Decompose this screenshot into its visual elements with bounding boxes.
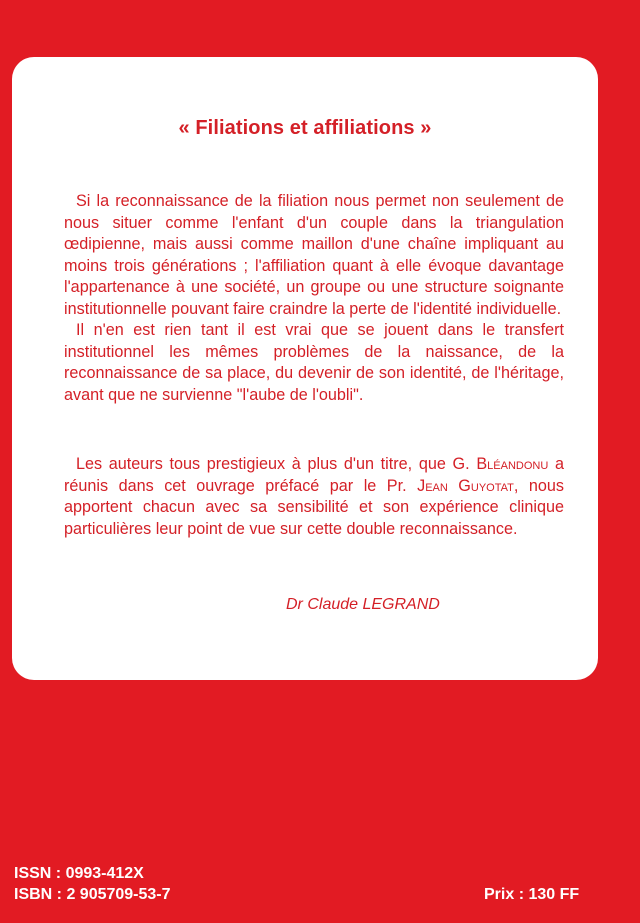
paragraph-1a: Si la reconnaissance de la filiation nous permet non seulement de nous situer comme l'enfant d'un couple dans la triangulation œdipienne, mais aussi comme maillon d'une chaîne impliquant au moins trois générations ; l'affiliation quant à elle évoque davantage l'appartenance à une société, un groupe ou une structure soignante institutionnelle pouvant faire craindre la perte de l'identité individuelle. <box>64 192 564 318</box>
paragraph-block-1 <box>64 191 564 406</box>
paragraph-block-2 <box>64 454 564 540</box>
paragraph-2-part3: , nous apportent chacun avec sa sensibilité et son expérience clinique particulières leur point de vue sur cette double reconnaissance. <box>64 476 564 538</box>
isbn-label: ISBN : 2 905709-53-7 <box>14 886 171 903</box>
author-name-guyotat: Jean Guyotat <box>417 476 514 495</box>
signature: Dr Claude LEGRAND <box>286 596 440 613</box>
issn-label: ISSN : 0993-412X <box>14 865 144 882</box>
page-title: « Filiations et affiliations » <box>178 117 432 139</box>
paragraph-2-part2: a réunis dans cet ouvrage préfacé par le Pr. <box>64 455 564 495</box>
author-name-bleandonu: Bléandonu <box>476 455 549 473</box>
text-panel <box>12 57 598 680</box>
paragraph-2-part1: Les auteurs tous prestigieux à plus d'un titre, que G. <box>76 455 477 473</box>
price-label: Prix : 130 FF <box>484 886 580 903</box>
paragraph-1b: Il n'en est rien tant il est vrai que se jouent dans le transfert institutionnel les mêmes problèmes de la naissance, de la reconnaissance de sa place, du devenir de son identité, de l'héritage, avant que ne survienne "l'aube de l'oubli". <box>64 321 564 404</box>
paragraph-2 <box>64 454 564 540</box>
